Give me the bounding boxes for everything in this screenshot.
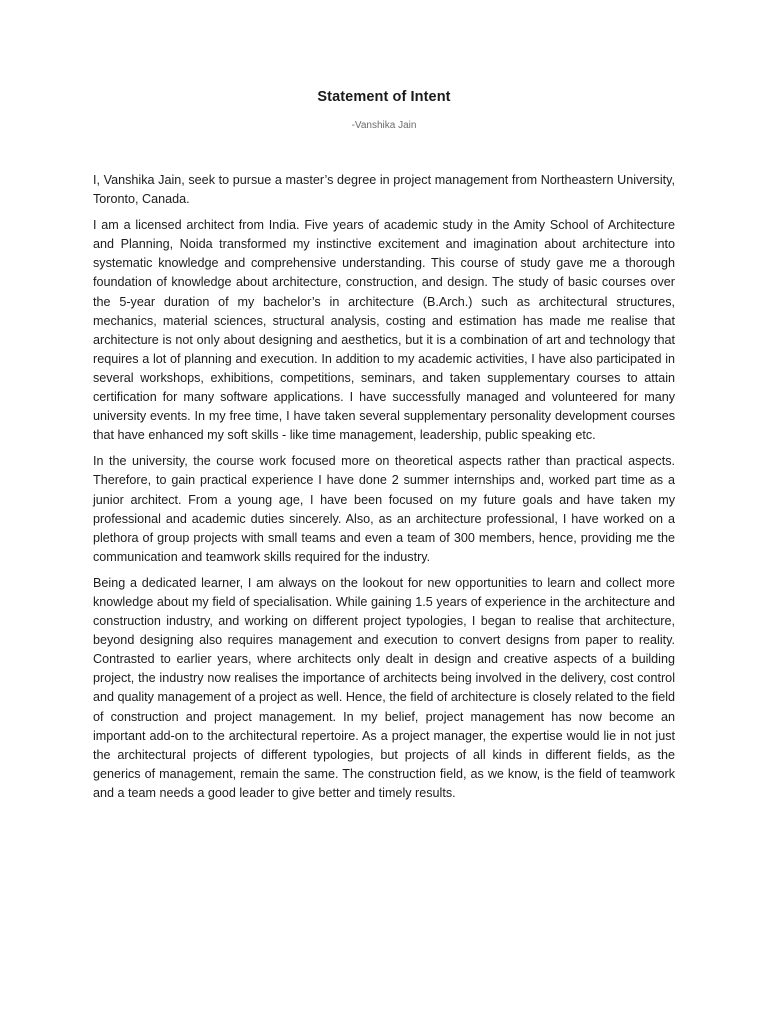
paragraph-intro: I, Vanshika Jain, seek to pursue a master’s degree in project management from Northeastern University, Toronto, Canada. xyxy=(93,173,675,207)
paragraph-motivation: Being a dedicated learner, I am always on the lookout for new opportunities to learn and collect more knowledge about my field of specialisation. While gaining 1.5 years of experience in the architecture and construction industry, and working on different project typologies, I began to realise that architecture, beyond designing also requires management and execution to convert designs from paper to reality. Contrasted to earlier years, where architects only dealt in design and creative aspects of a building project, the industry now realises the importance of architects being involved in the delivery, cost control and quality management of a project as well. Hence, the field of architecture is closely related to the field of construction and project management. In my belief, project management has now become an important add-on to the architectural repertoire. As a project manager, the expertise would lie in not just the architectural projects of different typologies, but projects of all kinds in different fields, as the generics of management, remain the same. The construction field, as we know, is the field of teamwork and a team needs a good leader to give better and timely results. xyxy=(93,575,675,800)
document-title: Statement of Intent xyxy=(317,89,451,105)
paragraph-experience: In the university, the course work focused more on theoretical aspects rather than practical aspects. Therefore, to gain practical experience I have done 2 summer internships and, worked part time as a junior architect. From a young age, I have been focused on my future goals and have taken my professional and academic duties sincerely. Also, as an architecture professional, I have worked on a plethora of group projects with small teams and even a team of 300 members, hence, providing me the communication and teamwork skills required for the industry. xyxy=(93,454,675,564)
document-body xyxy=(93,171,675,810)
paragraph-background: I am a licensed architect from India. Five years of academic study in the Amity School of Architecture and Planning, Noida transformed my instinctive excitement and imagination about architecture into systematic knowledge and comprehensive understanding. This course of study gave me a thorough foundation of knowledge about architecture, construction, and design. The study of basic courses over the 5-year duration of my bachelor’s in architecture (B.Arch.) such as architectural structures, mechanics, material sciences, structural analysis, costing and estimation has made me realise that architecture is not only about designing and aesthetics, but it is a combination of art and technology that requires a lot of planning and execution. In addition to my academic activities, I have also participated in several workshops, exhibitions, competitions, seminars, and taken supplementary courses to attain certification for many software applications. I have successfully managed and volunteered for many university events. In my free time, I have taken several supplementary personality development courses that have enhanced my soft skills - like time management, leadership, public speaking etc. xyxy=(93,218,675,443)
document-author: -Vanshika Jain xyxy=(351,120,417,131)
